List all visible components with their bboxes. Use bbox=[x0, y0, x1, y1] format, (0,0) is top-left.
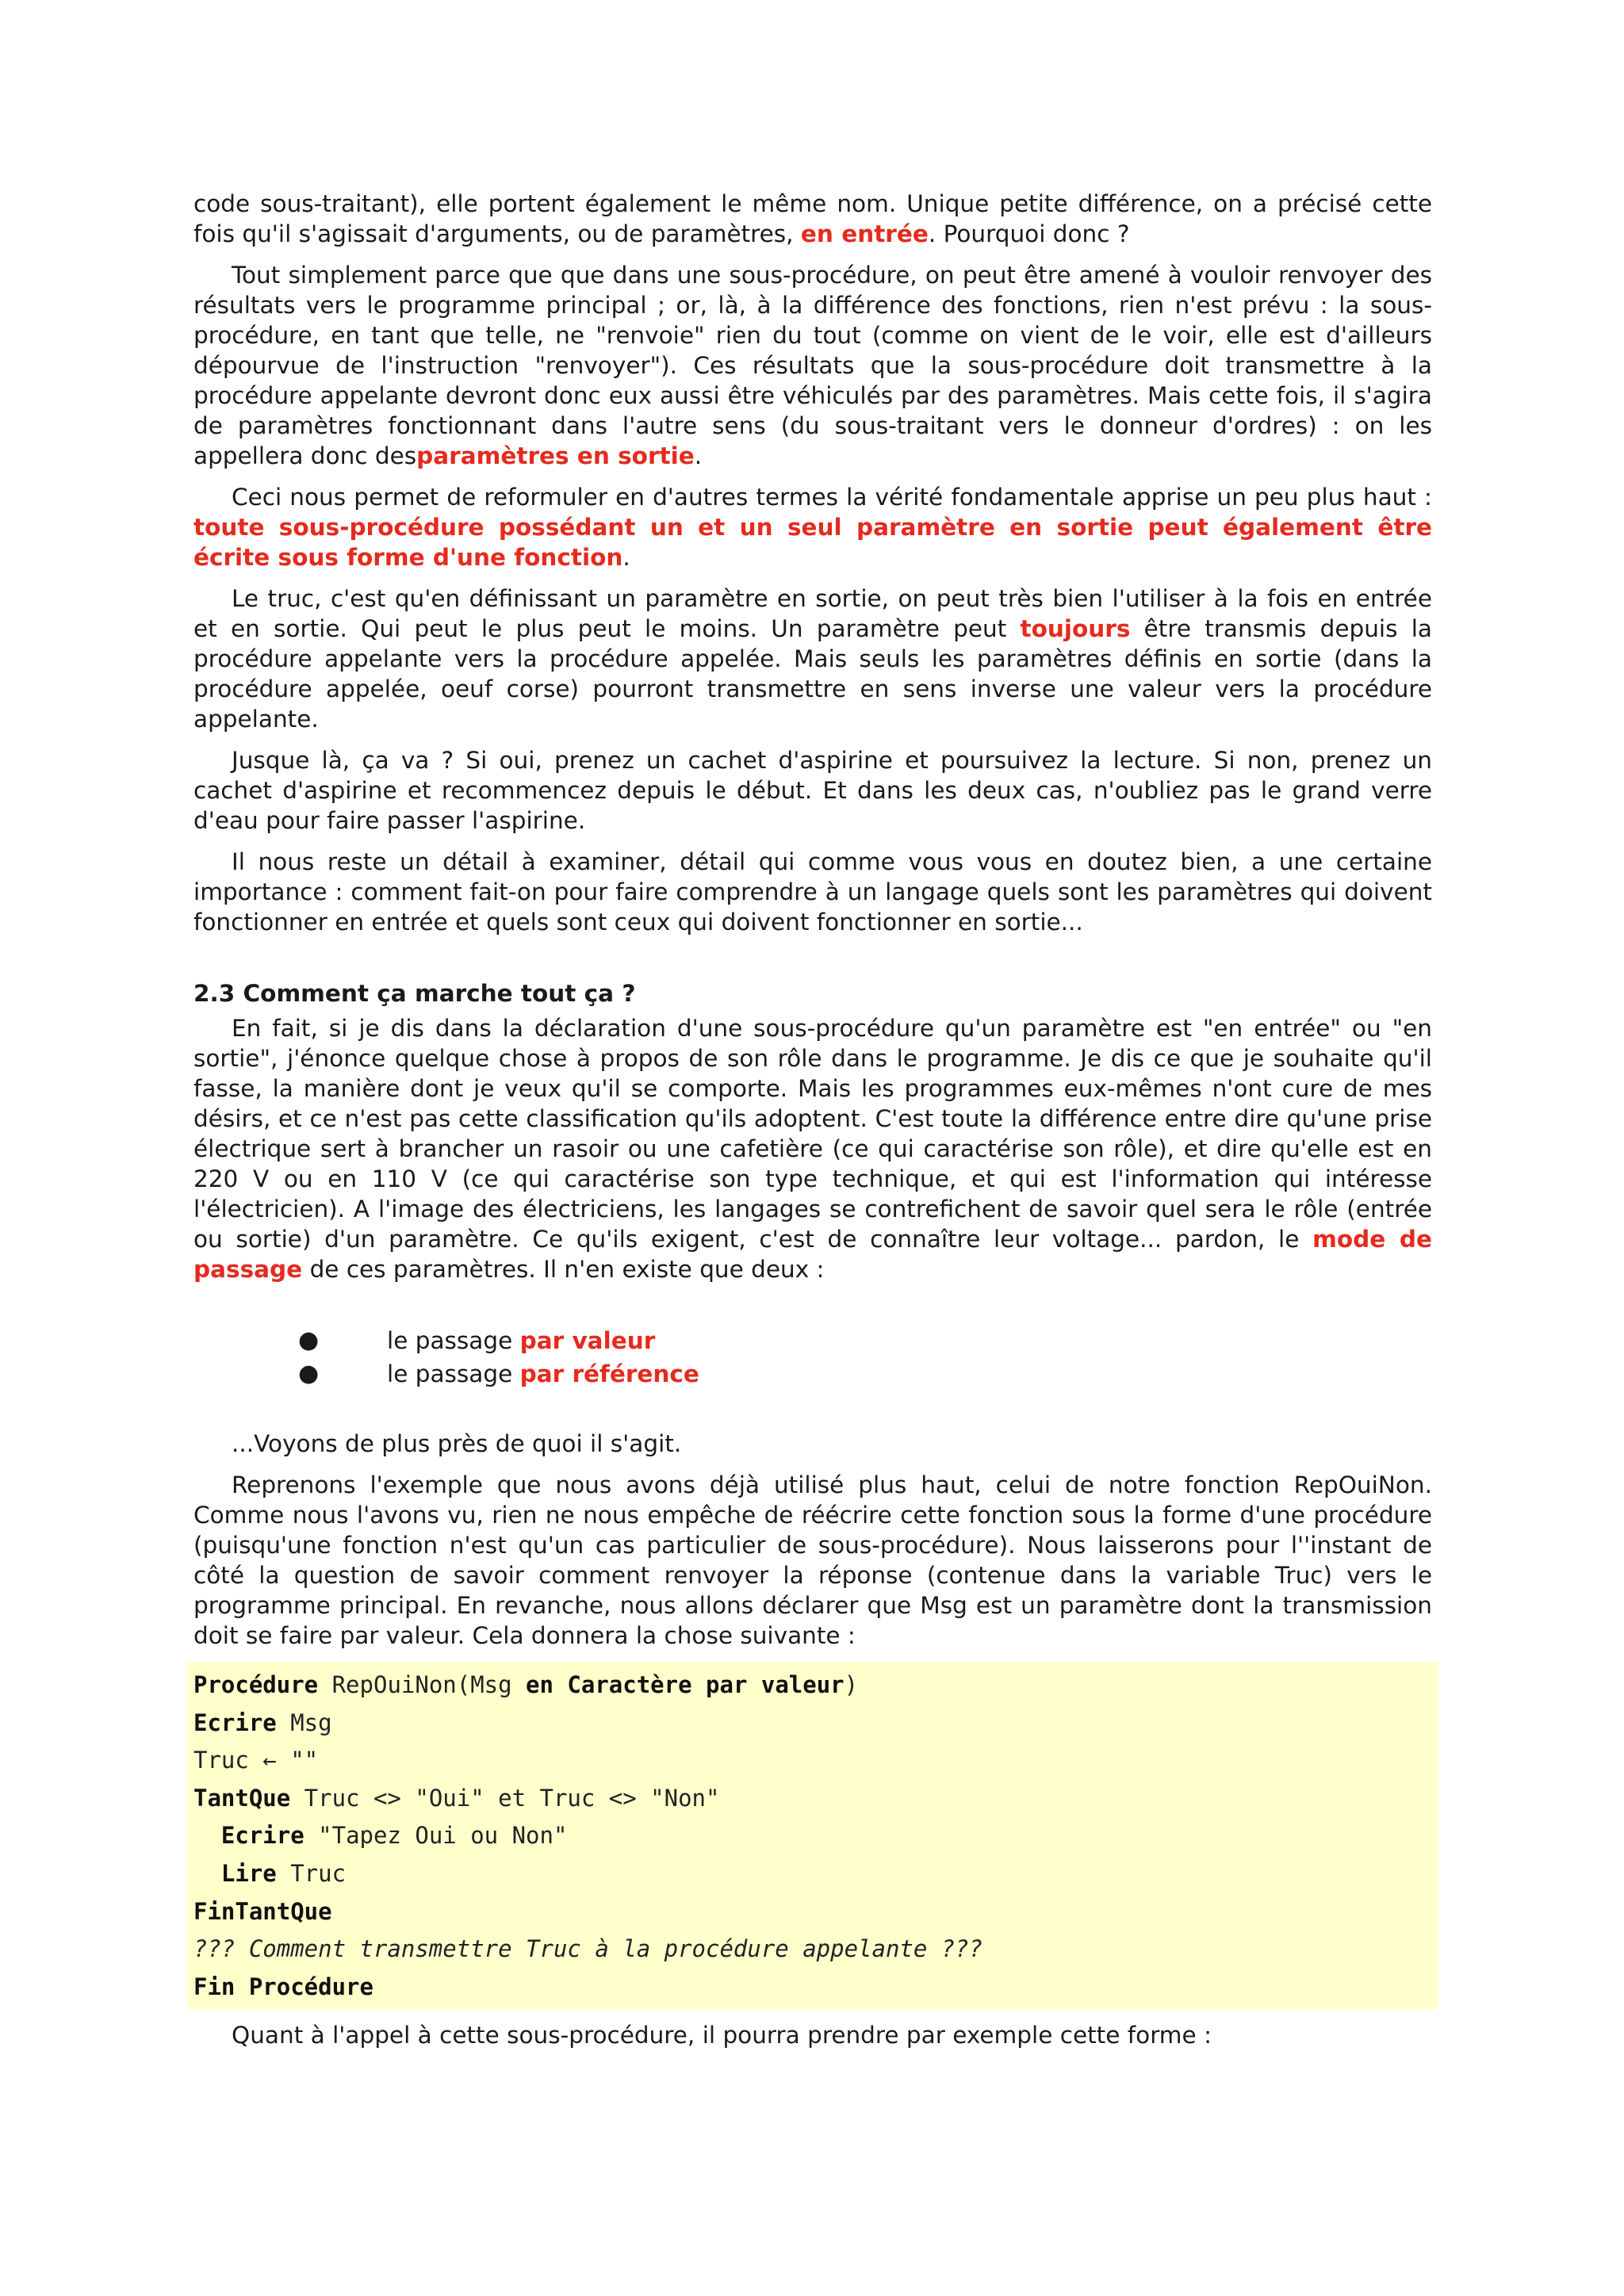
code-line: Procédure RepOuiNon(Msg en Caractère par valeur) bbox=[193, 1671, 859, 1698]
highlight-en-entree: en entrée bbox=[800, 220, 929, 247]
code-line: Truc ← "" bbox=[193, 1747, 319, 1774]
code-line: Ecrire Msg bbox=[193, 1709, 332, 1736]
paragraph-2: Tout simplement parce que que dans une sous-procédure, on peut être amené à vouloir renvoyer des résultats vers le programme principal ; or, là, à la différence des fonctions, rien n'est prévu : la sous-procédure, en tant que telle, ne "renvoie" rien du tout (comme on vient de le voir, elle est d'ailleurs dépourvue de l'instruction "renvoyer"). Ces résultats que la sous-procédure doit transmettre à la procédure appelante devront donc eux aussi être véhiculés par des paramètres. Mais cette fois, il s'agira de paramètres fonctionnant dans l'autre sens (du sous-traitant vers le donneur d'ordres) : on les appellera donc desparamètres en sortie. bbox=[193, 262, 1432, 469]
paragraph-9: Reprenons l'exemple que nous avons déjà utilisé plus haut, celui de notre fonction RepOuiNon. Comme nous l'avons vu, rien ne nous empêche de réécrire cette fonction sous la forme d'une procédure (puisqu'une fonction n'est qu'un cas particulier de sous-procédure). Nous laisserons pour l''instant de côté la question de savoir comment renvoyer la réponse (contenue dans la variable Truc) vers le programme principal. En revanche, nous allons déclarer que Msg est un paramètre dont la transmission doit se faire par valeur. Cela donnera la chose suivante : bbox=[193, 1471, 1432, 1649]
code-line: Fin Procédure bbox=[193, 1973, 373, 2000]
paragraph-5: Jusque là, ça va ? Si oui, prenez un cachet d'aspirine et poursuivez la lecture. Si non, prenez un cachet d'aspirine et recommencez depuis le début. Et dans les deux cas, n'oubliez pas le grand verre d'eau pour faire passer l'aspirine. bbox=[193, 747, 1432, 834]
highlight-toujours: toujours bbox=[1020, 615, 1131, 642]
paragraph-4: Le truc, c'est qu'en définissant un paramètre en sortie, on peut très bien l'utiliser à la fois en entrée et en sortie. Qui peut le plus peut le moins. Un paramètre peut toujours être transmis depuis la procédure appelante vers la procédure appelée. Mais seuls les paramètres définis en sortie (dans la procédure appelée, oeuf corse) pourront transmettre en sens inverse une valeur vers la procédure appelante. bbox=[193, 585, 1432, 733]
code-comment-line: ??? Comment transmettre Truc à la procédure appelante ??? bbox=[193, 1935, 983, 1963]
paragraph-3: Ceci nous permet de reformuler en d'autres termes la vérité fondamentale apprise un peu plus haut : toute sous-procédure possédant un et un seul paramètre en sortie peut également être écrite sous forme d'une fonction. bbox=[193, 484, 1432, 571]
bullet-icon: ● bbox=[298, 1326, 320, 1354]
paragraph-6: Il nous reste un détail à examiner, détail qui comme vous vous en doutez bien, a une certaine importance : comment fait-on pour faire comprendre à un langage quels sont les paramètres qui doivent fonctionner en entrée et quels sont ceux qui doivent fonctionner en sortie... bbox=[193, 848, 1432, 936]
code-block bbox=[187, 1662, 1438, 2009]
paragraph-10: Quant à l'appel à cette sous-procédure, il pourra prendre par exemple cette forme : bbox=[232, 2022, 1212, 2049]
document-page bbox=[193, 189, 1432, 2050]
passing-modes-list bbox=[193, 1324, 1432, 1391]
code-line: Ecrire "Tapez Oui ou Non" bbox=[193, 1822, 568, 1850]
highlight-parametres-en-sortie: paramètres en sortie bbox=[416, 442, 695, 469]
highlight-fundamental-truth: toute sous-procédure possédant un et un seul paramètre en sortie peut également être écrite sous forme d'une fonction bbox=[193, 514, 1432, 571]
section-heading: 2.3 Comment ça marche tout ça ? bbox=[193, 980, 636, 1007]
paragraph-7: En fait, si je dis dans la déclaration d'une sous-procédure qu'un paramètre est "en entrée" ou "en sortie", j'énonce quelque chose à propos de son rôle dans le programme. Je dis ce que je souhaite qu'il fasse, la manière dont je veux qu'il se comporte. Mais les programmes eux-mêmes n'ont cure de mes désirs, et ce n'est pas cette classification qu'ils adoptent. C'est toute la différence entre dire qu'une prise électrique sert à brancher un rasoir ou une cafetière (ce qui caractérise son rôle), et dire qu'elle est en 220 V ou en 110 V (ce qui caractérise son type technique, et qui est l'information qui intéresse l'électricien). A l'image des électriciens, les langages se contrefichent de savoir quel sera le rôle (entrée ou sortie) d'un paramètre. Ce qu'ils exigent, c'est de connaître leur voltage... pardon, le mode de passage de ces paramètres. Il n'en existe que deux : bbox=[193, 1015, 1432, 1283]
code-line: FinTantQue bbox=[193, 1897, 332, 1925]
code-line: Lire Truc bbox=[193, 1859, 347, 1887]
bullet-icon: ● bbox=[298, 1360, 320, 1387]
paragraph-8: ...Voyons de plus près de quoi il s'agit. bbox=[232, 1430, 682, 1457]
list-item: ● le passage par référence bbox=[193, 1357, 1432, 1391]
highlight-mode-de-passage: mode de passage bbox=[193, 1226, 1432, 1283]
list-item: ● le passage par valeur bbox=[193, 1324, 1432, 1357]
code-line: TantQue Truc <> "Oui" et Truc <> "Non" bbox=[193, 1784, 720, 1812]
paragraph-1: code sous-traitant), elle portent également le même nom. Unique petite différence, on a précisé cette fois qu'il s'agissait d'arguments, ou de paramètres, en entrée. Pourquoi donc ? bbox=[193, 190, 1432, 247]
